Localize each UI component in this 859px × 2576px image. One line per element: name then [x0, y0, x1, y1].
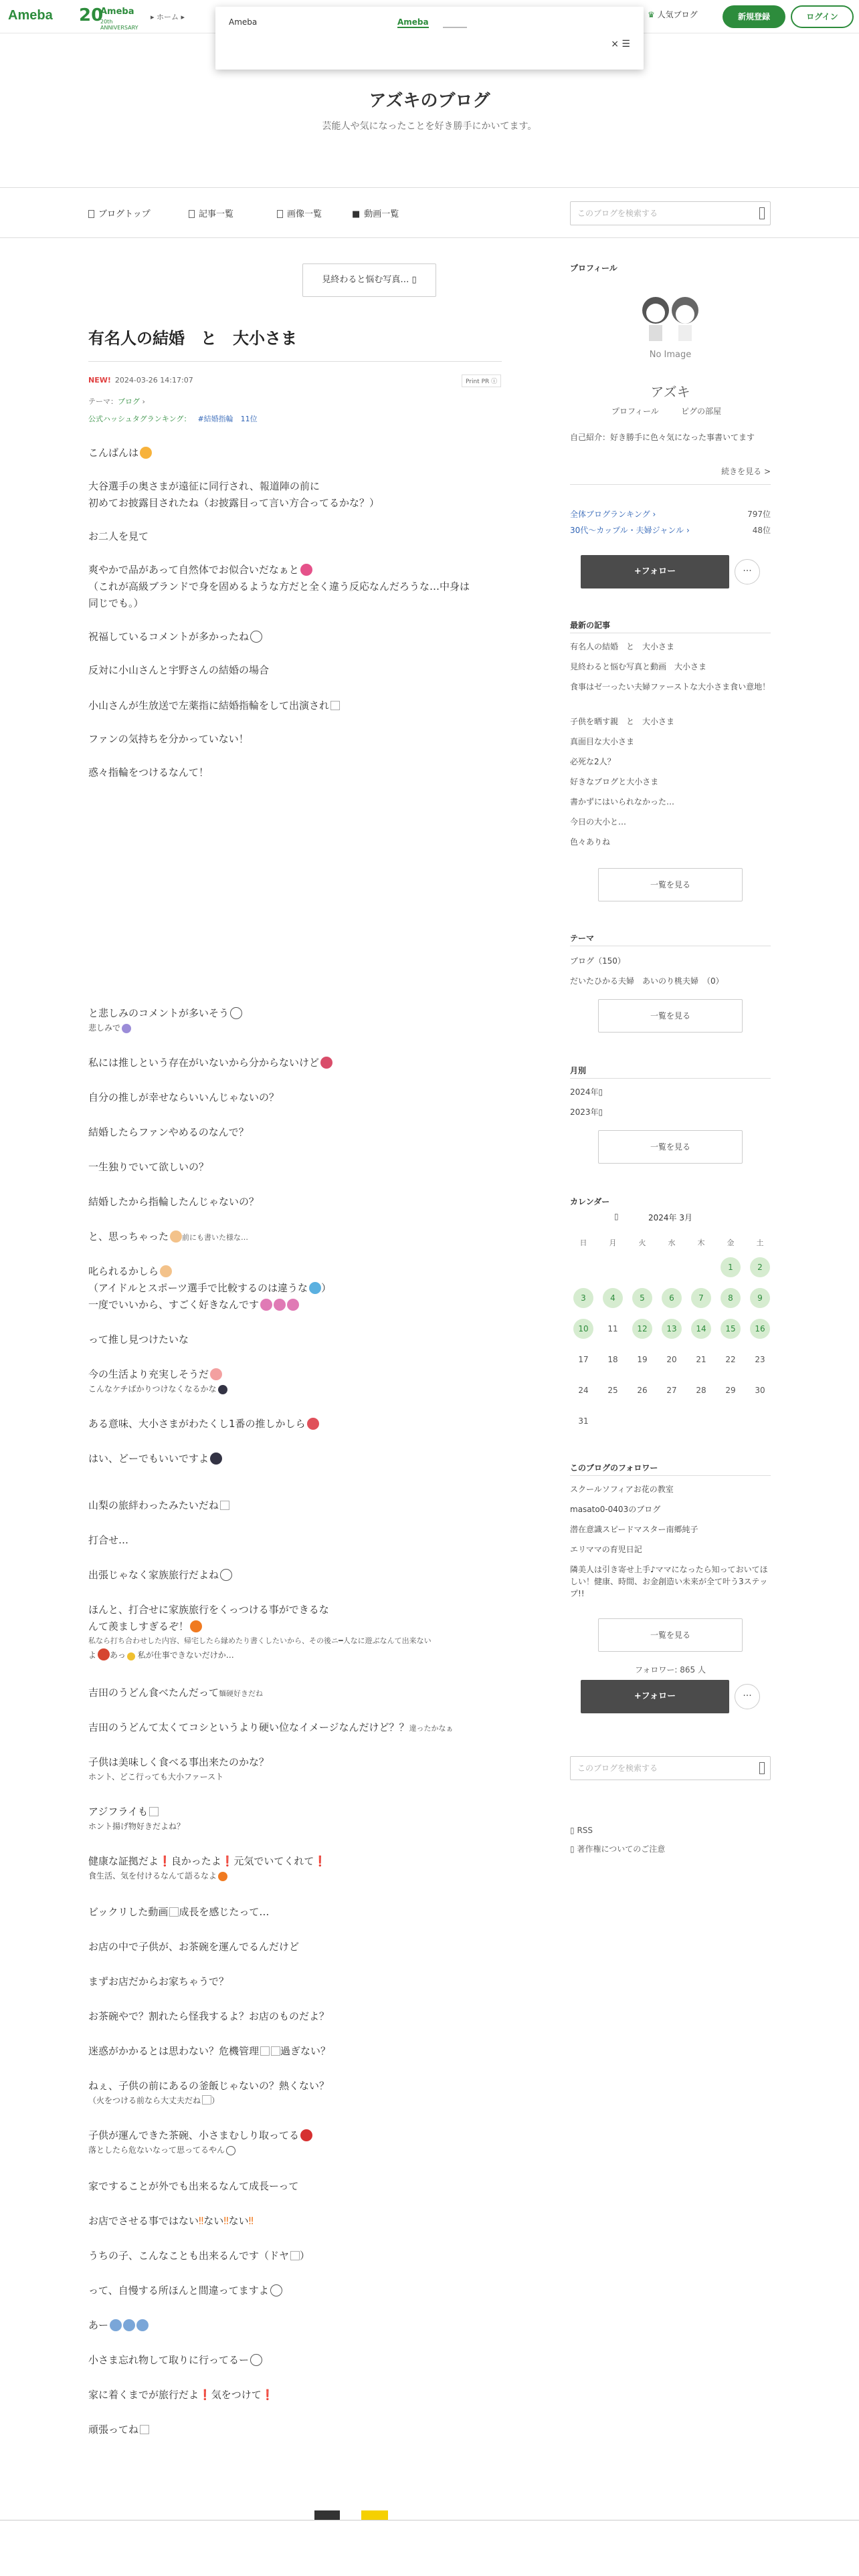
ranking-genre[interactable]: 30代〜カップル・夫婦ジャンル › 48位 [570, 526, 771, 535]
body-line: あー [88, 2317, 149, 2334]
body-line: はい、どーでもいいですよ [88, 1451, 222, 1467]
body-note: こんなケチばかりつけなくなるかな [88, 1382, 227, 1396]
ranking-overall[interactable]: 全体ブログランキング › 797位 [570, 510, 771, 519]
rank-label: 全体ブログランキング [570, 510, 650, 519]
nav-article-list[interactable] [189, 207, 233, 219]
calendar-day: 17 [578, 1355, 589, 1364]
calendar-day: 22 [725, 1355, 736, 1364]
nav-label: ブログトップ [98, 209, 151, 219]
nav-video-list[interactable] [352, 207, 399, 219]
follower-item[interactable]: エリママの育児日記 [570, 1545, 642, 1554]
entry-theme: テーマ：ブログ › [88, 397, 145, 406]
follow-button[interactable]: +フォロー [581, 555, 729, 588]
sidebar-search-input[interactable] [570, 1756, 771, 1780]
rss-icon: ▯ [570, 1826, 575, 1835]
more-options-button[interactable]: ··· [735, 559, 760, 584]
calendar-weekday: 金 [727, 1239, 735, 1247]
body-line: ビックリした動画 成長を感じたって… [88, 1906, 270, 1918]
follower-count: フォロワー: 865 人 [635, 1665, 706, 1675]
face-emoji-icon [270, 2284, 282, 2296]
month-item[interactable]: 2024年▯ [570, 1087, 603, 1097]
broken-image-icon [149, 1807, 159, 1816]
profile-name[interactable]: アズキ [650, 384, 690, 400]
body-note: よ あっ 私が仕事できないだけか… [88, 1648, 234, 1662]
hashtag-ranking [88, 413, 258, 424]
body-line: お店でさせる事ではない‼ない‼ない‼ [88, 2215, 254, 2227]
crown-icon: ♛ [648, 10, 655, 19]
list-icon [189, 210, 195, 218]
print-label: Print PR [466, 379, 490, 385]
popup-banner [215, 7, 644, 70]
month-see-all-button[interactable]: 一覧を見る [598, 1130, 743, 1164]
latest-item[interactable]: 有名人の結婚 と 大小さま [570, 642, 675, 651]
blog-description: 芸能人や気になったことを好き勝手にかいてます。 [322, 121, 537, 132]
broken-image-icon [202, 2095, 211, 2105]
profile-intro: 自己紹介：好き勝手に色々気になった事書いてます [570, 433, 755, 442]
divider [570, 1078, 771, 1079]
body-line: 惑々指輪をつけるなんて！ [88, 766, 209, 778]
calendar-day: 23 [755, 1355, 765, 1364]
latest-item[interactable]: 好きなブログと大小さま [570, 777, 659, 786]
ameba-logo-text: Ameba [8, 8, 53, 23]
body-line: 結婚したらファンやめるのなんで？ [88, 1126, 249, 1138]
sad-emoji-icon [230, 1007, 242, 1019]
popup-right-label[interactable]: Ameba [397, 17, 429, 27]
calendar-weekday: 木 [697, 1239, 705, 1247]
latest-see-all-button[interactable]: 一覧を見る [598, 868, 743, 901]
body-line: 小さま忘れ物して取りに行ってるー [88, 2352, 262, 2369]
calendar-day[interactable]: 10 [573, 1319, 593, 1339]
followers-see-all-button[interactable]: 一覧を見る [598, 1618, 743, 1652]
wave-emoji-icon [309, 1282, 321, 1294]
divider [570, 1475, 771, 1476]
body-line: 今の生活より充実しそうだ [88, 1366, 222, 1383]
follower-item[interactable]: スクールソフィアお花の教室 [570, 1485, 674, 1494]
body-line: 迷惑がかかるとは思わない？危機管理 過ぎない？ [88, 2045, 331, 2057]
search-icon[interactable] [759, 1762, 765, 1774]
body-line: 頑張ってね [88, 2422, 149, 2438]
body-line: ほんと、打合せに家族旅行をくっつける事ができるな [88, 1604, 329, 1616]
body-line: 祝福しているコメントが多かったね [88, 629, 262, 645]
calendar-day[interactable]: 7 [691, 1288, 711, 1308]
body-line: 結婚したから指輪したんじゃないの？ [88, 1196, 260, 1208]
fire-emoji-icon [190, 1620, 202, 1632]
footer-badge [361, 2510, 388, 2520]
related-article-button[interactable] [302, 263, 436, 297]
broken-image-icon [330, 701, 340, 710]
body-note: （火をつける前なら大丈夫だね ） [88, 2096, 220, 2105]
broken-heart-icon [320, 1057, 332, 1069]
calendar-weekday: 月 [609, 1239, 617, 1247]
body-line: ファンの気持ちを分かっていない！ [88, 733, 249, 745]
signup-button[interactable]: 新規登録 [723, 5, 785, 28]
calendar-day[interactable]: 4 [603, 1288, 623, 1308]
chevron-right-icon: > [763, 467, 771, 476]
heart-emoji-icon [300, 564, 312, 576]
body-note: ホント、どこ行っても大小ファーストㅤ [88, 1772, 231, 1782]
theme-heading: テーマ [570, 934, 595, 943]
avatar[interactable] [630, 290, 710, 364]
body-note: 食生活、気を付けるなんて語るなよ [88, 1869, 227, 1883]
body-line: 山梨の旅絆わったみたいだね [88, 1497, 229, 1514]
rank-label: 30代〜カップル・夫婦ジャンル [570, 526, 684, 535]
anniversary-number: 20 [79, 5, 104, 25]
body-line: って、自慢する所ほんと間違ってますよ [88, 2282, 282, 2299]
entry-meta [88, 376, 193, 385]
body-note: 私なら打ち合わせした内容、帰宅したら縁めたり書くしたいから、その後ニ━人なに遊ぶなんて出来ない [88, 1636, 432, 1645]
latest-item[interactable]: 見終わると悩む写真と動画 大小さま [570, 662, 707, 671]
body-line: 一生独りでいて欲しいの？ [88, 1161, 209, 1173]
hand-emoji-icon [140, 447, 152, 459]
calendar-day: 20 [666, 1355, 677, 1364]
rss-label: RSS [577, 1826, 593, 1835]
calendar-weekday: 水 [668, 1239, 676, 1247]
body-line: こんばんは [88, 445, 152, 461]
theme-label: テーマ： [88, 397, 118, 406]
fire-emoji-icon [218, 1872, 227, 1881]
double-exclamation-icon: ‼ [248, 2215, 254, 2227]
profile-link[interactable]: プロフィール [611, 407, 659, 416]
blog-nav [0, 187, 859, 238]
sparkle-emoji-icon [260, 1299, 272, 1311]
body-line: 大谷選手の奥さまが遠征に同行され、報道陣の前に [88, 480, 320, 492]
body-line: 家ですることが外でも出来るなんて成長ーって [88, 2180, 299, 2192]
body-note: 落としたら危ないなって思ってるやん [88, 2143, 235, 2157]
exclamation-icon: ❗ [199, 2389, 211, 2401]
blog-search-input[interactable] [570, 201, 771, 225]
latest-item[interactable]: 今日の大小と… [570, 817, 627, 827]
close-icon[interactable]: × ☰ [611, 39, 630, 49]
theme-see-all-button[interactable]: 一覧を見る [598, 999, 743, 1033]
calendar-weekday: 土 [756, 1239, 764, 1247]
nav-label: 動画一覧 [364, 209, 399, 219]
rank-value: 797位 [747, 510, 771, 519]
calendar-day: 31 [578, 1416, 589, 1426]
body-line: 出張じゃなく家族旅行だよね [88, 1567, 232, 1584]
calendar-day: 25 [607, 1386, 618, 1395]
face-emoji-icon [218, 1385, 227, 1394]
body-line: 子供が運んできた茶碗、小さまむしり取ってる [88, 2127, 312, 2144]
calendar-title: 2024年 3月 [648, 1213, 692, 1222]
calendar-weekday: 火 [638, 1239, 646, 1247]
entry-title[interactable]: 有名人の結婚 と 大小さま [88, 329, 297, 348]
follower-item[interactable]: masato0-0403のブログ [570, 1505, 661, 1514]
body-line: と、思っちゃった 前にも書いた様な… [88, 1230, 249, 1243]
follower-item[interactable]: 潜在意識スピードマスター南郷純子 [570, 1525, 698, 1534]
body-line: お二人を見て [88, 530, 149, 542]
body-line: うちの子、こんなことも出来るんです（ドヤ ） [88, 2250, 310, 2262]
body-line: まずお店だからお家ちゃうで？ [88, 1975, 229, 1988]
body-line: 同じでも。） [88, 597, 144, 609]
broken-image-icon [169, 1907, 179, 1917]
calendar-day: 21 [696, 1355, 706, 1364]
calendar-day[interactable]: 8 [721, 1288, 741, 1308]
image-icon [277, 210, 283, 218]
print-button[interactable]: Print PR ⓘ [462, 374, 501, 387]
angry-emoji-icon [98, 1648, 110, 1660]
broken-image-icon [271, 2046, 280, 2056]
smile-emoji-icon [250, 631, 262, 643]
calendar-weekday: 日 [579, 1239, 587, 1247]
nav-label: 画像一覧 [287, 209, 322, 219]
breadcrumb-home[interactable]: ホーム [157, 13, 179, 21]
anniversary-sub: 20th ANNIVERSARY [100, 19, 138, 31]
body-line: ねぇ、子供の前にあるの釜飯じゃないの？熱くない？ [88, 2080, 330, 2092]
body-line: 健康な証拠だよ❗良かったよ❗元気でいてくれて❗ [88, 1855, 327, 1867]
face-emoji-icon [210, 1453, 222, 1465]
calendar-day[interactable]: 9 [750, 1288, 770, 1308]
broken-image-icon [140, 2425, 149, 2434]
entry-date: 2024-03-26 14:17:07 [114, 376, 193, 385]
body-line: 私には推しという存在がいないから分からないけど [88, 1055, 332, 1071]
close-glyph: × [611, 39, 619, 49]
face-emoji-icon [110, 2319, 122, 2331]
no-image-label: No Image [649, 350, 692, 360]
latest-item[interactable]: 必死な2人？ [570, 757, 615, 766]
calendar-day[interactable]: 15 [721, 1319, 741, 1339]
face-emoji-icon [250, 2354, 262, 2366]
title-divider [88, 361, 502, 362]
exclamation-icon: ❗ [261, 2389, 274, 2401]
month-heading: 月別 [570, 1066, 587, 1075]
popular-blog-link[interactable] [648, 9, 698, 20]
body-line: 初めてお披露目されたね（お披露目って言い方合ってるかな？） [88, 497, 380, 509]
broken-image-icon [260, 2046, 270, 2056]
face-emoji-icon [136, 2319, 149, 2331]
hashtag-rank-label[interactable]: 公式ハッシュタグランキング： [88, 415, 191, 423]
face-emoji-icon [226, 2146, 235, 2155]
body-line: 子供は美味しく食べる事出来たのかな？ [88, 1756, 270, 1768]
calendar-day[interactable]: 14 [691, 1319, 711, 1339]
more-label: 続きを見る [721, 467, 762, 476]
exclamation-icon: ❗ [221, 1855, 234, 1867]
doc-icon: ▯ [570, 1844, 575, 1854]
new-badge: NEW! [88, 376, 111, 385]
body-line: 吉田のうどん食べたんだって麺硬好きだね [88, 1687, 264, 1699]
page-icon [88, 210, 94, 218]
rank-value: 48位 [752, 526, 771, 535]
latest-item[interactable]: 色々ありね [570, 837, 611, 847]
profile-heading: プロフィール [570, 263, 617, 273]
breadcrumb: ▸ ホーム ▸ [151, 13, 185, 21]
profile-more-link[interactable] [721, 465, 771, 477]
related-label: 見終わると悩む写真… [322, 275, 409, 285]
body-line: 反対に小山さんと宇野さんの結婚の場合 [88, 664, 270, 676]
theme-item[interactable]: ブログ（150） [570, 956, 626, 966]
search-placeholder: このブログを検索する [577, 1763, 658, 1773]
latest-heading: 最新の記事 [570, 621, 611, 630]
tear-emoji-icon [122, 1024, 131, 1033]
blog-title[interactable]: アズキのブログ [369, 91, 490, 111]
body-line: んて羨ましすぎるぞ！ [88, 1618, 202, 1635]
body-line: って推し見つけたいな [88, 1333, 189, 1346]
calendar-day: 29 [725, 1386, 736, 1395]
double-exclamation-icon: ‼ [199, 2215, 204, 2227]
body-line: 一度でいいから、すごく好きなんです [88, 1297, 299, 1313]
login-button[interactable]: ログイン [791, 5, 854, 28]
body-line: 叱られるかしら [88, 1263, 172, 1280]
month-label: 2023年 [570, 1107, 599, 1117]
calendar-day: 28 [696, 1386, 706, 1395]
body-line: （アイドルとスポーツ選手で比較するのは違うな ） [88, 1282, 332, 1294]
nav-image-list[interactable] [277, 207, 322, 219]
popup-divider [443, 27, 467, 28]
latest-item[interactable]: 子供を晒す親 と 大小さま [570, 717, 675, 726]
calendar-day: 30 [755, 1386, 765, 1395]
anger-emoji-icon [300, 2129, 312, 2141]
popular-blog-label: 人気ブログ [657, 10, 698, 19]
pigg-room-link[interactable]: ピグの部屋 [681, 407, 722, 416]
calendar-day: 19 [637, 1355, 648, 1364]
body-line: 吉田のうどんて太くてコシというより硬い位なイメージなんだけど？？違ったかなぁ [88, 1721, 454, 1733]
body-line: お茶碗やで？割れたら怪我するよ？お店のものだよ？ [88, 2010, 330, 2022]
calendar-day[interactable]: 2 [750, 1257, 770, 1277]
face-emoji-icon [170, 1230, 182, 1243]
sparkle-emoji-icon [274, 1299, 286, 1311]
calendar-day[interactable]: 6 [662, 1288, 682, 1308]
ameba-logo[interactable] [8, 8, 53, 23]
calendar-day[interactable]: 3 [573, 1288, 593, 1308]
calendar-day[interactable]: 12 [632, 1319, 652, 1339]
latest-item[interactable]: 真面目な大小さま [570, 737, 635, 746]
avatar-illustration-icon [630, 290, 710, 364]
follow-button[interactable]: +フォロー [581, 1680, 729, 1713]
broken-image-icon [290, 2251, 300, 2260]
exclamation-icon: ❗ [314, 1855, 327, 1867]
body-note: ホント揚げ物好きだよね？ [88, 1822, 185, 1831]
calendar-prev-icon[interactable]: ▯ [614, 1212, 619, 1221]
nav-label: 記事一覧 [199, 209, 234, 219]
follower-item[interactable]: 隣美人は引き寄せ上手♪ママになったら知っておいてほしい！健康、時間、お金創造い未来が全て叶う3ステップ!! [570, 1565, 768, 1598]
body-line: アジフライも [88, 1804, 159, 1820]
body-line: 自分の推しが幸せならいいんじゃないの？ [88, 1091, 280, 1103]
anniversary-title: Ameba [100, 7, 134, 17]
broken-image-icon [220, 1501, 229, 1510]
search-icon[interactable] [759, 207, 765, 219]
divider [570, 484, 771, 485]
calendar-day: 26 [637, 1386, 648, 1395]
copyright-label: 著作権についてのご注意 [577, 1844, 666, 1854]
page-icon: ▯ [411, 275, 417, 285]
calendar-day[interactable]: 5 [632, 1288, 652, 1308]
theme-link[interactable]: ブログ [118, 397, 140, 406]
calendar-day[interactable]: 16 [750, 1319, 770, 1339]
sparkle-emoji-icon [287, 1299, 299, 1311]
calendar-day[interactable]: 11 [607, 1324, 618, 1333]
face-emoji-icon [220, 1569, 232, 1581]
face-emoji-icon [210, 1368, 222, 1380]
body-note: 悲しみで [88, 1021, 131, 1035]
calendar-day[interactable]: 1 [721, 1257, 741, 1277]
hashtag-link[interactable]: #結婚指輪 11位 [197, 415, 258, 423]
search-placeholder: このブログを検索する [577, 209, 658, 218]
body-line: お店の中で子供が、お茶碗を運んでるんだけど [88, 1941, 300, 1953]
love-emoji-icon [307, 1418, 319, 1430]
month-item[interactable]: 2023年▯ [570, 1107, 603, 1117]
footer-badge [314, 2510, 340, 2520]
sweat-emoji-icon [127, 1652, 135, 1660]
body-line: 爽やかで品があって自然体でお似合いだなぁと [88, 562, 312, 578]
calendar-heading: カレンダー [570, 1197, 610, 1206]
calendar-day: 27 [666, 1386, 677, 1395]
video-icon: ■ [352, 209, 361, 219]
face-emoji-icon [160, 1265, 172, 1277]
calendar-day: 24 [578, 1386, 589, 1395]
face-emoji-icon [123, 2319, 135, 2331]
latest-item[interactable]: 書かずにはいられなかった… [570, 797, 675, 807]
body-line: ある意味、大小さまがわたくし1番の推しかしら [88, 1416, 319, 1432]
rss-link[interactable] [570, 1826, 593, 1835]
body-line: と悲しみのコメントが多いそう [88, 1005, 242, 1022]
copyright-link[interactable] [570, 1843, 665, 1854]
body-line: 小山さんが生放送で左薬指に結婚指輪をして出演され [88, 697, 340, 714]
body-line: 家に着くまでが旅行だよ❗気をつけて❗ [88, 2389, 274, 2401]
more-options-button[interactable]: ··· [735, 1684, 760, 1709]
body-line: 打合せ… [88, 1534, 129, 1546]
latest-item[interactable]: 食事はゼ一ったい夫婦ファーストな大小さま食い意地！ [570, 682, 771, 691]
double-exclamation-icon: ‼ [223, 2215, 229, 2227]
calendar-day[interactable]: 13 [662, 1319, 682, 1339]
anniversary-logo[interactable] [79, 4, 146, 29]
popup-left-label: Ameba [229, 17, 258, 27]
theme-item[interactable]: だいたひかる夫婦 あいのり桃夫婦 （0） [570, 976, 724, 986]
nav-blog-top[interactable] [88, 207, 151, 219]
exclamation-icon: ❗ [159, 1855, 171, 1867]
calendar-day: 18 [607, 1355, 618, 1364]
body-line: （これが高級ブランドで身を固めるような方だと全く違う反応なんだろうな…中身は [88, 580, 470, 593]
month-label: 2024年 [570, 1087, 599, 1097]
followers-heading: このブログのフォロワー [570, 1463, 658, 1473]
